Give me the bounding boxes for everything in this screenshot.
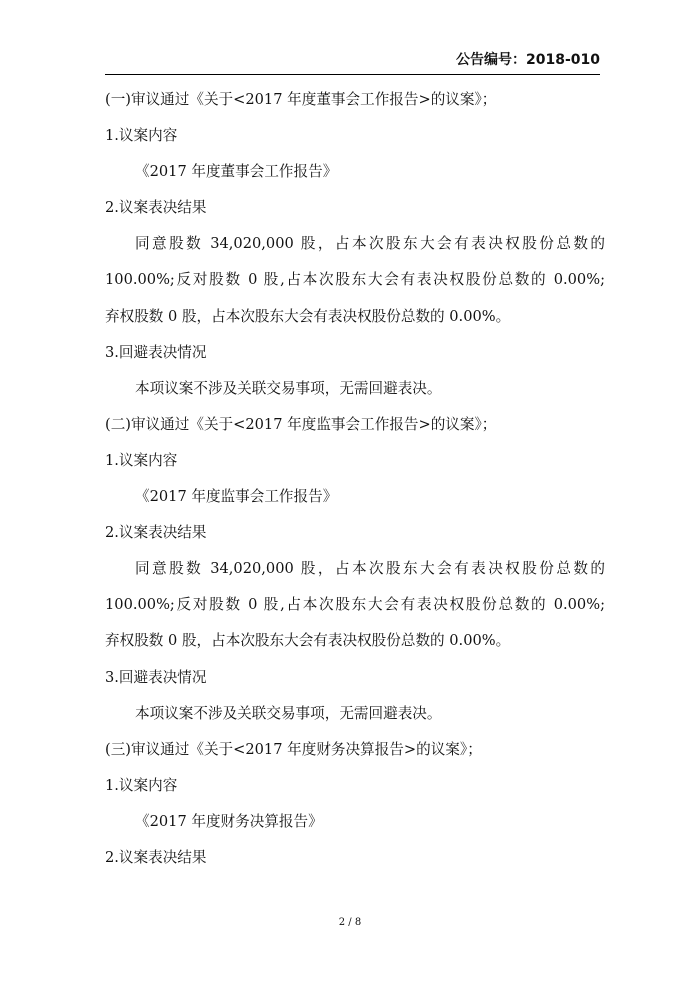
text-line: 2.议案表决结果 — [105, 524, 207, 542]
text-line: 同意股数 34,020,000 股，占本次股东大会有表决权股份总数的 — [135, 560, 605, 578]
text-line: 本项议案不涉及关联交易事项，无需回避表决。 — [135, 704, 442, 722]
text-line: 弃权股数 0 股，占本次股东大会有表决权股份总数的 0.00%。 — [105, 307, 511, 325]
text-line: 2.议案表决结果 — [105, 848, 207, 866]
text-line: 3.回避表决情况 — [105, 668, 207, 686]
text-line: 2.议案表决结果 — [105, 199, 207, 217]
text-line: 同意股数 34,020,000 股，占本次股东大会有表决权股份总数的 — [135, 235, 605, 253]
text-line: 1.议案内容 — [105, 776, 178, 794]
text-line: 100.00%;反对股数 0 股,占本次股东大会有表决权股份总数的 0.00%; — [105, 596, 605, 614]
document-body — [105, 82, 605, 876]
text-line: 《2017 年度监事会工作报告》 — [135, 488, 338, 506]
text-line: 本项议案不涉及关联交易事项，无需回避表决。 — [135, 379, 442, 397]
page-footer — [0, 917, 700, 928]
page-header — [105, 46, 600, 75]
text-line: 1.议案内容 — [105, 127, 178, 145]
text-line: (三)审议通过《关于<2017 年度财务决算报告>的议案》； — [105, 740, 482, 758]
text-line: (一)审议通过《关于<2017 年度董事会工作报告>的议案》； — [105, 91, 497, 108]
text-line: 100.00%;反对股数 0 股,占本次股东大会有表决权股份总数的 0.00%; — [105, 271, 605, 289]
text-line: 3.回避表决情况 — [105, 343, 207, 361]
page-number: 2 / 8 — [338, 917, 362, 928]
text-line: 弃权股数 0 股，占本次股东大会有表决权股份总数的 0.00%。 — [105, 632, 511, 650]
text-line: 《2017 年度董事会工作报告》 — [135, 163, 338, 181]
text-line: (二)审议通过《关于<2017 年度监事会工作报告>的议案》； — [105, 415, 497, 433]
text-line: 1.议案内容 — [105, 451, 178, 469]
notice-number: 公告编号：2018-010 — [456, 52, 600, 68]
text-line: 《2017 年度财务决算报告》 — [135, 812, 323, 830]
